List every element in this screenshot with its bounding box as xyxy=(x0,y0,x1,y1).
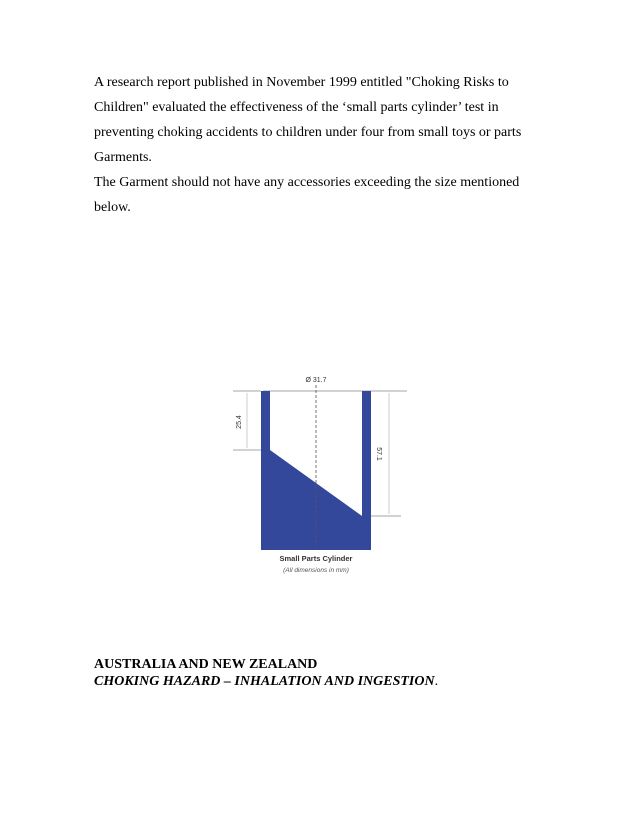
section-subtitle-line xyxy=(94,673,574,690)
intro-paragraph xyxy=(94,70,564,220)
figure-caption: Small Parts Cylinder xyxy=(279,554,353,563)
left-dimension-label: 25.4 xyxy=(236,415,243,429)
intro-line-3: preventing choking accidents to children under four from small toys or parts xyxy=(94,125,522,140)
small-parts-cylinder-figure xyxy=(225,365,415,580)
intro-line-1: A research report published in November 1999 entitled "Choking Risks to xyxy=(94,75,509,90)
right-dimension-label: 57.1 xyxy=(375,447,382,461)
intro-line-6: below. xyxy=(94,200,131,215)
section-title: AUSTRALIA AND NEW ZEALAND xyxy=(94,657,318,672)
figure-subcaption: (All dimensions in mm) xyxy=(283,567,349,574)
cylinder-diagram xyxy=(225,365,415,580)
intro-line-2: Children" evaluated the effectiveness of the ‘small parts cylinder’ test in xyxy=(94,100,499,115)
intro-line-4: Garments. xyxy=(94,150,152,165)
intro-line-5: The Garment should not have any accessories exceeding the size mentioned xyxy=(94,175,520,190)
cylinder-right-wall xyxy=(362,391,371,517)
section-heading xyxy=(94,656,574,690)
section-subtitle-period: . xyxy=(434,674,439,689)
section-subtitle: CHOKING HAZARD – INHALATION AND INGESTION xyxy=(94,674,435,689)
diameter-label: Ø 31.7 xyxy=(305,377,327,384)
